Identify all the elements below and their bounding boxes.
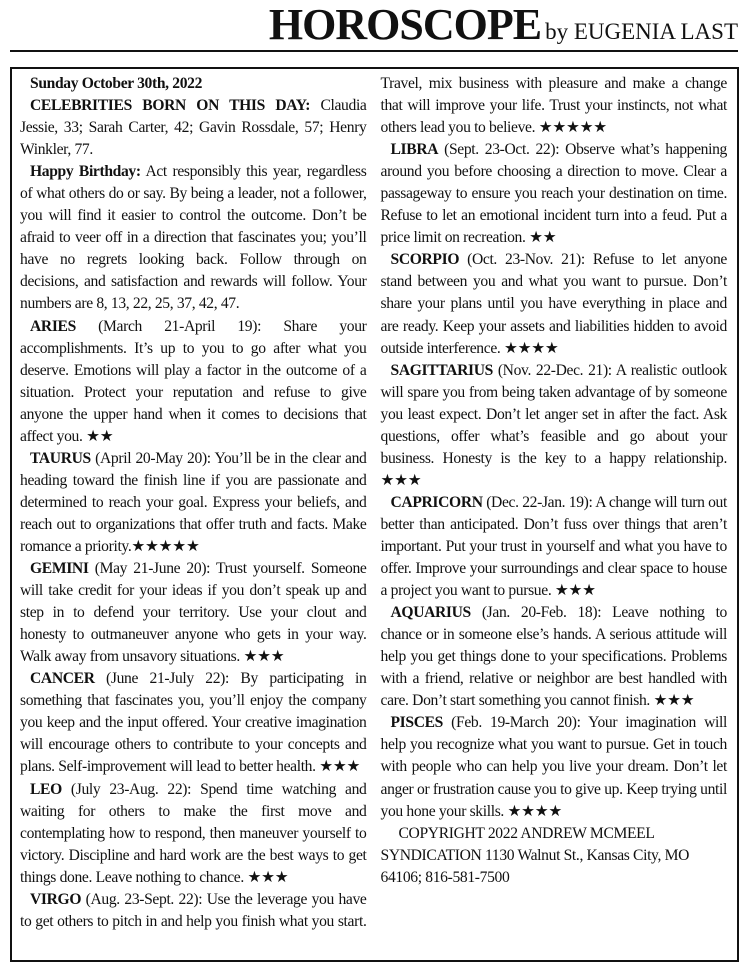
masthead [10,0,738,52]
sign-name: VIRGO [30,890,82,908]
sign-name: GEMINI [30,560,89,578]
sign-name: LEO [30,780,62,798]
star-rating: ★★ [86,427,114,445]
sign-entry-capricorn [381,492,728,602]
sign-text: (June 21-July 22): By participating in something that fascinates you, you’ll enjoy the company you keep and the input offered. Your creative imagination will encourage others to contribute to your concepts and plans. Self-improvement will lead to better health. [20,670,367,776]
star-rating: ★★★★★ [538,119,607,137]
sign-name: CANCER [30,670,95,688]
sign-entry-leo [20,779,367,889]
sign-entry-pisces [381,712,728,822]
star-rating: ★★★ [247,868,289,886]
sign-name: LIBRA [390,141,439,159]
sign-text: (May 21-June 20): Trust yourself. Someone will take credit for your ideas if you don’t speak up and step in to defend your territory. Use your clout and honesty to outmaneuver anyone who gets in your way. Walk away from unsavory situations. [20,560,367,666]
star-rating: ★★★★ [503,339,559,357]
celebrities-label: CELEBRITIES BORN ON THIS DAY: [30,97,311,115]
star-rating: ★★★ [554,582,596,600]
sign-text: (Aug. 23-Sept. 22): Use the leverage you have to get others to pitch in and help you finish what you start. Travel, mix business with pleasure and make a change that will improve your life. Trust your instincts, not what others lead you to believe. [20,75,727,930]
sign-text: (Nov. 22-Dec. 21): A realistic outlook will spare you from being taken advantage of by someone you least expect. Don’t let anger set in after the fact. Ask questions, offer what’s feasible and go about your business. Honesty is the key to a happy relationship. [380,361,727,467]
star-rating: ★★★ [319,758,361,776]
celebrities-text: Claudia Jessie, 33; Sarah Carter, 42; Gavin Rossdale, 57; Henry Winkler, 77. [20,97,367,159]
celebrities-paragraph [20,95,367,161]
horoscope-column-box [10,67,739,962]
sign-entry-scorpio [381,249,728,359]
sign-text: (Sept. 23-Oct. 22): Observe what’s happening around you before choosing a direction to move. Clear a passageway to ensure you reach your destination on time. Refuse to let an emotional incident turn into a feud. Put a price limit on recreation. [380,141,727,247]
star-rating: ★★ [529,229,557,247]
sign-name: SAGITTARIUS [390,361,493,379]
sign-text: (Dec. 22-Jan. 19): A change will turn out better than anticipated. Don’t fuss over things that aren’t important. Put your trust in yourself and what you have to offer. Improve your surroundings and clear space to house a project you want to pursue. [380,493,727,600]
sign-entry-sagittarius [381,360,728,492]
sign-entry-aquarius [381,602,728,712]
sign-name: CAPRICORN [390,493,483,511]
birthday-text: Act responsibly this year, regardless of what others do or say. By being a leader, not a follower, you will find it easier to control the outcome. Don’t be afraid to veer off in a direction that fascinates you; you’ll have no regrets looking back. Follow through on decisions, and satisfaction and rewards will follow. Your numbers are 8, 13, 22, 25, 37, 42, 47. [20,163,367,313]
sign-name: TAURUS [30,449,91,467]
sign-entry-cancer [20,668,367,778]
sign-name: AQUARIUS [390,604,471,622]
star-rating: ★★★ [653,692,695,710]
sign-name: PISCES [390,714,444,732]
star-rating: ★★★★ [507,802,563,820]
byline: by EUGENIA LAST [545,19,738,44]
sign-text: (April 20-May 20): You’ll be in the clear and heading toward the finish line if you are passionate and determined to reach your goal. Express your beliefs, and reach out to organizations that offer truth and facts. Make romance a priority. [20,449,367,555]
sign-name: SCORPIO [390,251,460,269]
sign-text: (March 21-April 19): Share your accomplishments. It’s up to you to go after what you deserve. Emotions will play a factor in the outcome of a situation. Protect your reputation and refuse to give anyone the upper hand when it comes to decisions that affect you. [20,317,367,445]
copyright-notice: COPYRIGHT 2022 ANDREW MCMEEL SYNDICATION 1130 Walnut St., Kansas City, MO 64106; 816-581-7500 [380,824,690,886]
sign-entry-taurus [20,448,367,558]
sign-entry-aries [20,316,367,448]
star-rating: ★★★ [243,648,285,666]
sign-text: (Oct. 23-Nov. 21): Refuse to let anyone stand between you and what you want to pursue. Don’t share your plans until you have everything in place and are ready. Keep your assets and liabilities hidden to avoid outside interference. [380,251,727,357]
birthday-paragraph [20,161,367,315]
sign-entry-libra [381,139,728,249]
sign-text: (July 23-Aug. 22): Spend time watching and waiting for others to make the first move and contemplating how to respond, then maneuver yourself to victory. Discipline and hard work are the best ways to get things done. Leave nothing to chance. [20,780,367,886]
page-title: HOROSCOPE [268,0,542,49]
star-rating: ★★★★★ [131,537,200,555]
sign-text: (Jan. 20-Feb. 18): Leave nothing to chance or in someone else’s hands. A serious attitude will help you get things done to your specifications. Problems with a friend, relative or neighbor are best handled with care. Don’t start something you cannot finish. [380,604,727,710]
birthday-label: Happy Birthday: [30,163,141,181]
date-line: Sunday October 30th, 2022 [30,75,203,92]
sign-name: ARIES [30,317,76,335]
star-rating: ★★★ [380,471,422,489]
sign-entry-gemini [20,558,367,668]
sign-text: (Feb. 19-March 20): Your imagination will help you recognize what you want to pursue. Get in touch with people who can help you live your dream. Don’t let anger or frustration cause you to give up. Keep trying until you hone your skills. [380,714,727,820]
